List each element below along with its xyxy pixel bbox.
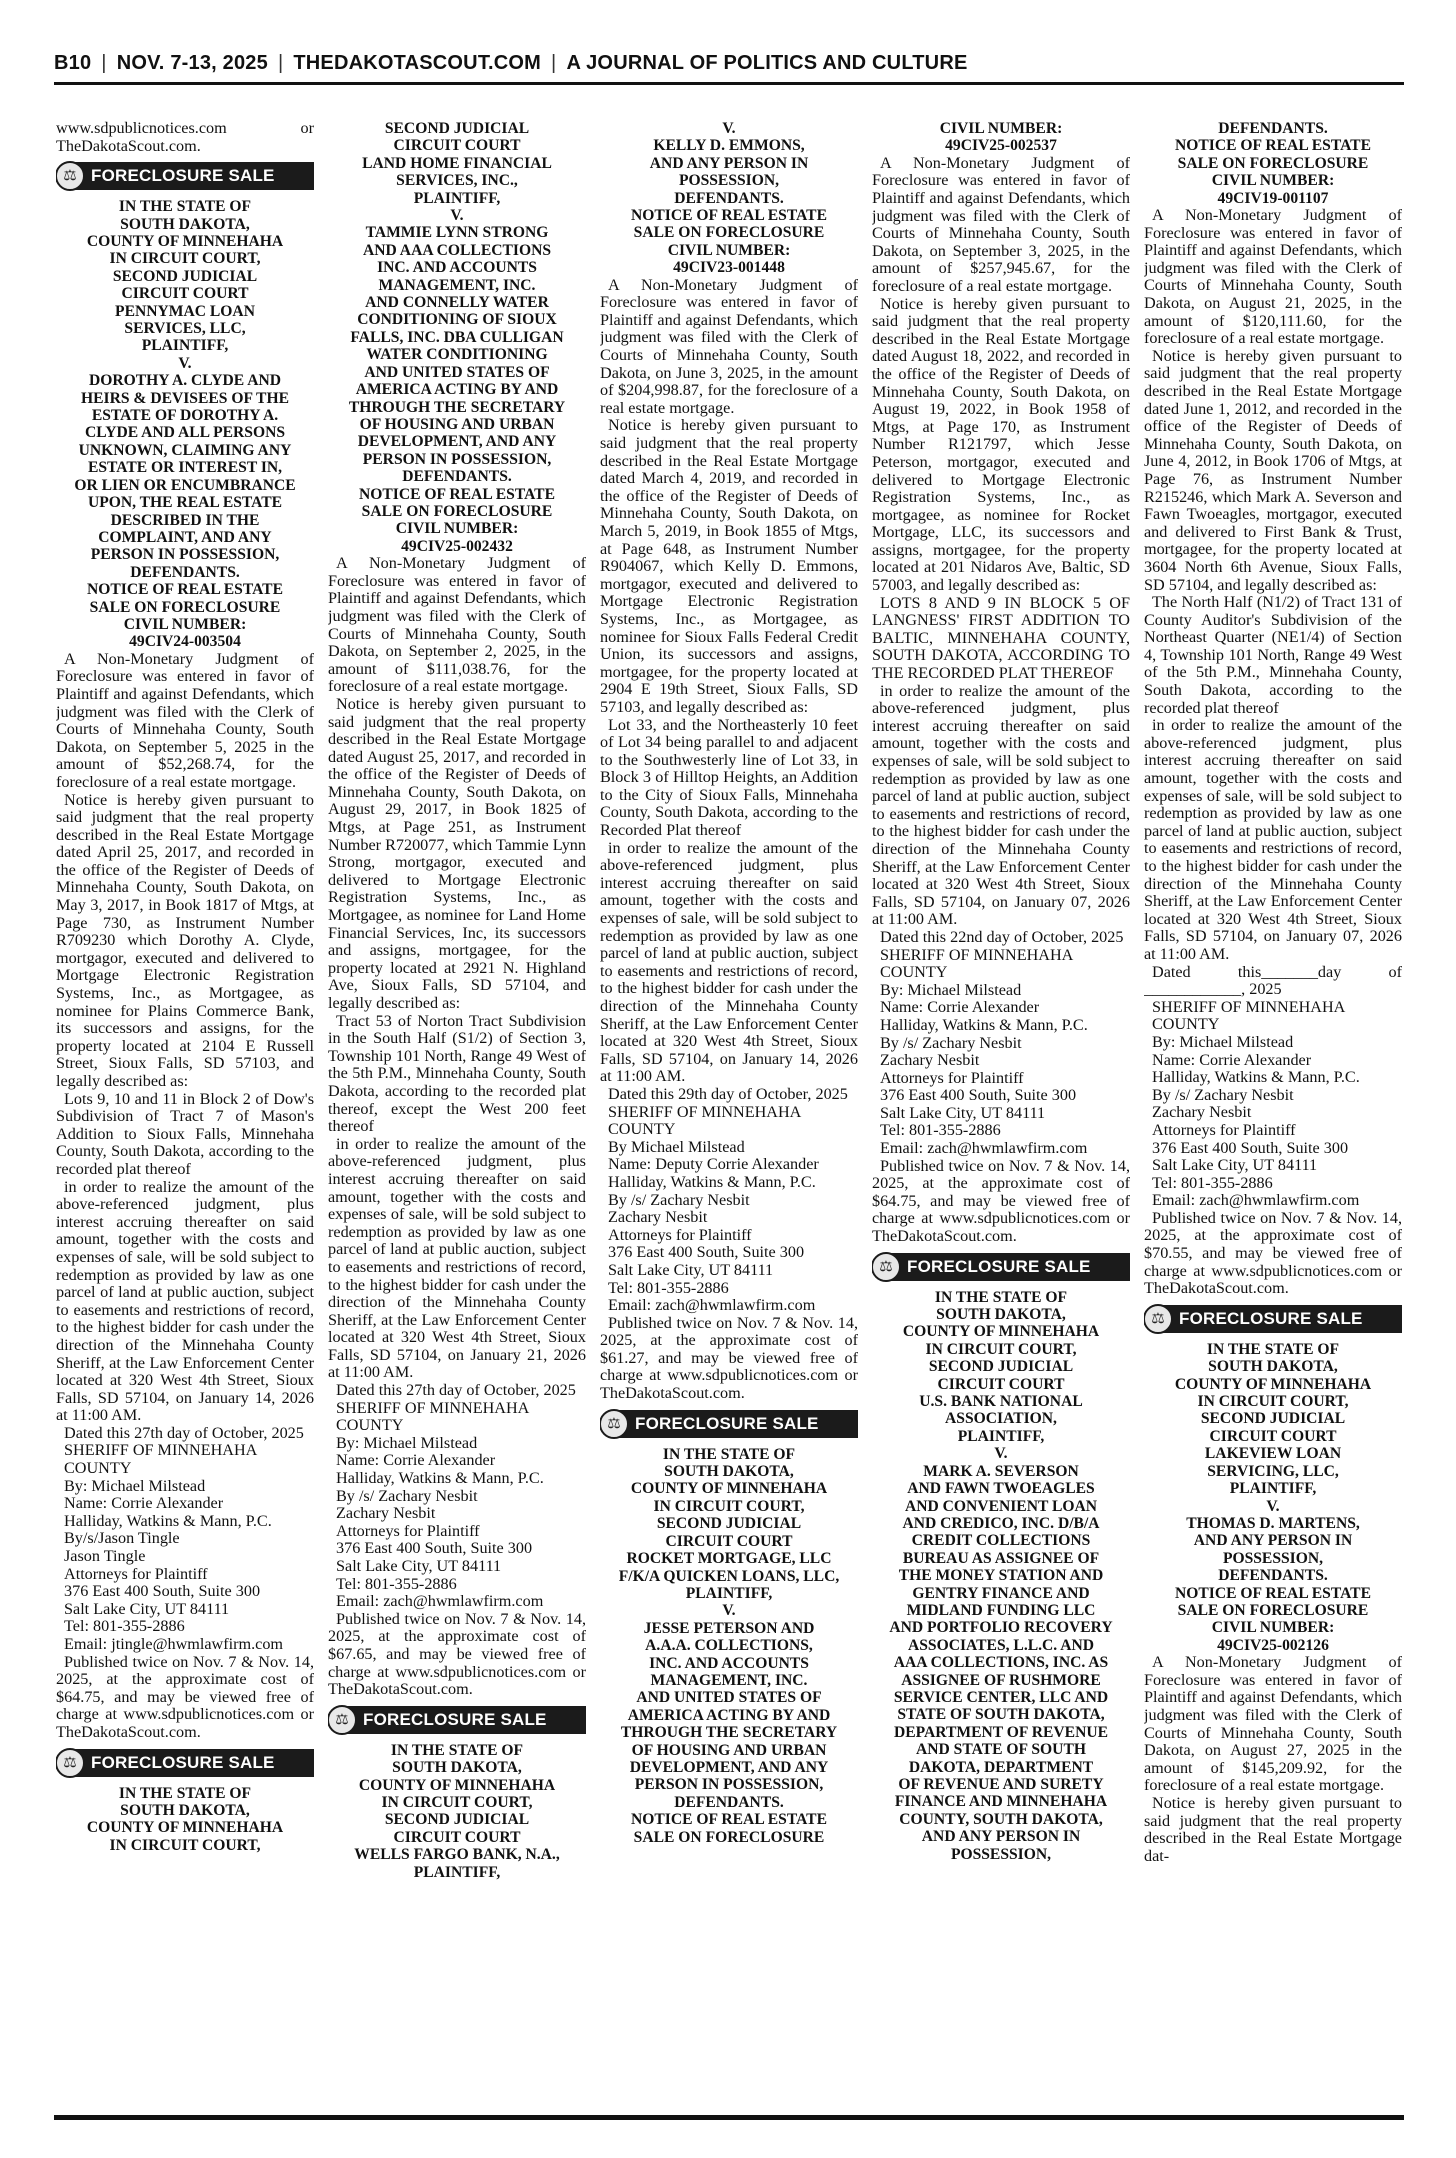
signature-line: Email: zach@hwmlawfirm.com	[336, 1592, 544, 1611]
caption-line: CIRCUIT COURT	[665, 1532, 793, 1550]
body-paragraph: in order to realize the amount of the above-referenced judgment, plus interest accruing thereafter on said amount, together with the costs and expenses of sale, will be sold subject to redemption as provided by law as one parcel of land at public auction, subject to easements and restrictions of record, to the highest bidder for cash under the direction of the Minnehaha County Sheriff, at the Law Enforcement Center located at 320 West 4th Street, Sioux Falls, SD 57104, on January 07, 2026 at 11:00 AM.	[872, 681, 1130, 929]
signature-line: Attorneys for Plaintiff	[336, 1521, 480, 1540]
notice-caption	[328, 120, 586, 555]
caption-line: OF HOUSING AND URBAN	[359, 415, 555, 433]
caption-line: NOTICE OF REAL ESTATE	[1175, 137, 1371, 155]
signature-line: Tel: 801-355-2886	[64, 1617, 185, 1636]
signature-line: By/s/Jason Tingle	[64, 1529, 180, 1548]
caption-line: FINANCE AND MINNEHAHA	[894, 1793, 1108, 1811]
column-2	[328, 120, 586, 2110]
caption-line: DEFENDANTS.	[674, 189, 784, 207]
body-paragraph: A Non-Monetary Judgment of Foreclosure was entered in favor of Plaintiff and against Defendants, which judgment was filed with the Clerk of Courts of Minnehaha County, South Dakota, on August 27, 2025 in the amount of $145,209.92, for the foreclosure of a real estate mortgage.	[1144, 1653, 1402, 1795]
publication-note: Published twice on Nov. 7 & Nov. 14, 2025, at the approximate cost of $64.75, and may be viewed free of charge at www.sdpublicnotices.com or TheDakotaScout.com.	[872, 1156, 1130, 1246]
body-paragraph: Tract 53 of Norton Tract Subdivision in the South Half (S1/2) of Section 3, Township 101 North, Range 49 West of the 5th P.M., Minnehaha County, South Dakota, according to the recorded plat thereof, except the West 200 feet thereof	[328, 1011, 586, 1136]
caption-line: DEFENDANTS.	[130, 563, 240, 581]
caption-line: COUNTY OF MINNEHAHA	[1174, 1375, 1372, 1393]
caption-line: SOUTH DAKOTA,	[1208, 1358, 1338, 1376]
caption-line: ROCKET MORTGAGE, LLC	[626, 1550, 832, 1568]
signature-line: Tel: 801-355-2886	[1152, 1173, 1273, 1192]
notice-signature	[56, 1442, 314, 1653]
signature-line: Halliday, Watkins & Mann, P.C.	[880, 1015, 1088, 1034]
signature-line: Name: Deputy Corrie Alexander	[608, 1155, 819, 1174]
publication-note: Published twice on Nov. 7 & Nov. 14, 2025, at the approximate cost of $70.55, and may be viewed free of charge at www.sdpublicnotices.com or TheDakotaScout.com.	[1144, 1208, 1402, 1298]
caption-line: V.	[450, 207, 464, 225]
body-paragraph: Notice is hereby given pursuant to said judgment that the real property described in the Real Estate Mortgage dated August 25, 2017, and recorded in the office of the Register of Deeds of Minnehaha County, South Dakota, on August 29, 2017, in Book 1825 of Mtgs, at Page 251, as Instrument Number R720077, which Tammie Lynn Strong, mortgagor, executed and delivered to Mortgage Electronic Registration Systems, Inc., as Mortgagee, as nominee for Land Home Financial Services, Inc, its successors and assigns, mortgagee, for the property located at 2921 N. Highland Ave, Sioux Falls, SD 57104, and legally described as:	[328, 694, 586, 1012]
caption-line: COUNTY, SOUTH DAKOTA,	[899, 1810, 1103, 1828]
caption-line: POSSESSION,	[950, 1845, 1052, 1863]
signature-line: Name: Corrie Alexander	[1152, 1050, 1312, 1069]
body-paragraph: Dated this 27th day of October, 2025	[336, 1381, 576, 1400]
signature-line: SHERIFF OF MINNEHAHA COUNTY	[1152, 997, 1345, 1034]
caption-line: SOUTH DAKOTA,	[664, 1463, 794, 1481]
caption-line: ESTATE OR INTEREST IN,	[87, 459, 283, 477]
caption-line: CIRCUIT COURT	[393, 137, 521, 155]
signature-line: 376 East 400 South, Suite 300	[1152, 1138, 1349, 1157]
caption-line: A.A.A. COLLECTIONS,	[645, 1637, 813, 1655]
caption-line: THROUGH THE SECRETARY	[348, 398, 566, 416]
signature-line: SHERIFF OF MINNEHAHA COUNTY	[64, 1441, 257, 1478]
caption-line: BUREAU AS ASSIGNEE OF	[902, 1549, 1100, 1567]
signature-line: By /s/ Zachary Nesbit	[1152, 1085, 1294, 1104]
caption-line: CONDITIONING OF SIOUX	[357, 311, 557, 329]
notice-signature	[600, 1104, 858, 1315]
caption-line: WATER CONDITIONING	[366, 346, 548, 364]
notice-body	[1144, 1654, 1402, 1865]
caption-line: AAA COLLECTIONS, INC. AS	[893, 1654, 1109, 1672]
signature-line: Attorneys for Plaintiff	[64, 1564, 208, 1583]
body-paragraph: LOTS 8 AND 9 IN BLOCK 5 OF LANGNESS' FIRST ADDITION TO BALTIC, MINNEHAHA COUNTY, SOUTH DAKOTA, ACCORDING TO THE RECORDED PLAT THEREOF	[872, 593, 1130, 683]
caption-line: CIVIL NUMBER:	[395, 520, 519, 538]
foreclosure-sale-badge	[872, 1253, 1130, 1281]
body-paragraph: A Non-Monetary Judgment of Foreclosure was entered in favor of Plaintiff and against Defendants, which judgment was filed with the Clerk of Courts of Minnehaha County, South Dakota, on June 3, 2025, in the amount of $204,998.87, for the foreclosure of a real estate mortgage.	[600, 275, 858, 417]
caption-line: SERVICE CENTER, LLC AND	[893, 1688, 1109, 1706]
body-paragraph: Notice is hereby given pursuant to said judgment that the real property described in the Real Estate Mortgage dat-	[1144, 1793, 1402, 1865]
signature-line: Attorneys for Plaintiff	[608, 1225, 752, 1244]
signature-line: By /s/ Zachary Nesbit	[336, 1486, 478, 1505]
caption-line: WELLS FARGO BANK, N.A.,	[354, 1846, 560, 1864]
caption-line: DEFENDANTS.	[1218, 120, 1328, 137]
signature-line: By: Michael Milstead	[1152, 1032, 1294, 1051]
caption-line: UNKNOWN, CLAIMING ANY	[78, 441, 292, 459]
caption-line: V.	[178, 354, 192, 372]
masthead	[54, 46, 1406, 80]
signature-line: Salt Lake City, UT 84111	[64, 1599, 230, 1618]
body-paragraph: Notice is hereby given pursuant to said judgment that the real property described in the Real Estate Mortgage dated August 18, 2022, and recorded in the office of the Register of Deeds of Minnehaha County, South Dakota, on August 19, 2022, in Book 1958 of Mtgs, at Page 170, as Instrument Number R121797, which Jesse Peterson, mortgagor, executed and delivered to Mortgage Electronic Registration Systems, Inc., as mortgagee, as nominee for Rocket Mortgage, LLC, its successors and assigns, mortgagee, for the property located at 201 Nidaros Ave, Baltic, SD 57003, and legally described as:	[872, 294, 1130, 595]
caption-line: PLAINTIFF,	[1229, 1480, 1317, 1498]
badge-label: FORECLOSURE SALE	[363, 1709, 547, 1729]
body-paragraph: in order to realize the amount of the above-referenced judgment, plus interest accruing thereafter on said amount, together with the costs and expenses of sale, will be sold subject to redemption as provided by law as one parcel of land at public auction, subject to easements and restrictions of record, to the highest bidder for cash under the direction of the Minnehaha County Sheriff, at the Law Enforcement Center located at 320 West 4th Street, Sioux Falls, SD 57104, on January 14, 2026 at 11:00 AM.	[600, 838, 858, 1086]
body-paragraph: Notice is hereby given pursuant to said judgment that the real property described in the Real Estate Mortgage dated June 1, 2012, and recorded in the office of the Register of Deeds of Minnehaha County, South Dakota, on June 4, 2012, in Book 1706 of Mtgs, at Page 76, as Instrument Number R215246, which Mark A. Severson and Fawn Twoeagles, mortgagor, executed and delivered to First Bank & Trust, mortgagee, for the property located at 3604 North 6th Avenue, Sioux Falls, SD 57104, and legally described as:	[1144, 346, 1402, 594]
badge-label: FORECLOSURE SALE	[635, 1413, 819, 1433]
signature-line: Tel: 801-355-2886	[608, 1278, 729, 1297]
body-paragraph: The North Half (N1/2) of Tract 131 of County Auditor's Subdivision of the Northeast Quarter (NE1/4) of Section 4, Township 101 North, Range 49 West of the 5th P.M., Minnehaha County, South Dakota, according to the recorded plat thereof	[1144, 593, 1402, 717]
caption-line: AND STATE OF SOUTH	[916, 1741, 1086, 1759]
caption-line: SALE ON FORECLOSURE	[633, 224, 825, 242]
caption-line: F/K/A QUICKEN LOANS, LLC,	[618, 1567, 840, 1585]
caption-line: NOTICE OF REAL ESTATE	[631, 1811, 827, 1829]
caption-line: IN CIRCUIT COURT,	[381, 1793, 533, 1811]
notice-caption	[56, 1785, 314, 1855]
caption-line: NOTICE OF REAL ESTATE	[1175, 1584, 1371, 1602]
gavel-icon: ⚖	[56, 1748, 85, 1778]
caption-line: INC. AND ACCOUNTS	[377, 259, 537, 277]
publication-note: Published twice on Nov. 7 & Nov. 14, 2025, at the approximate cost of $64.75, and may be viewed free of charge at www.sdpublicnotices.com or TheDakotaScout.com.	[56, 1652, 314, 1741]
signature-line: 376 East 400 South, Suite 300	[64, 1582, 261, 1601]
signature-line: By: Michael Milstead	[880, 980, 1022, 999]
caption-line: PERSON IN POSSESSION,	[634, 1776, 824, 1794]
body-paragraph: Notice is hereby given pursuant to said judgment that the real property described in the Real Estate Mortgage dated March 4, 2019, and recorded in the office of the Register of Deeds of Minnehaha County, South Dakota, on March 5, 2019, in Book 1855 of Mtgs, at Page 648, as Instrument Number R904067, which Kelly D. Emmons, mortgagor, executed and delivered to Mortgage Electronic Registration Systems, Inc., as Mortgagee, as nominee for Sioux Falls Federal Credit Union, its successors and assigns, mortgagee, for the property located at 2904 E 19th Street, Sioux Falls, SD 57103, and legally described as:	[600, 416, 858, 716]
notice-caption	[328, 1742, 586, 1881]
caption-line: COMPLAINT, AND ANY	[98, 528, 272, 546]
signature-line: 376 East 400 South, Suite 300	[336, 1539, 533, 1558]
signature-line: Zachary Nesbit	[1152, 1103, 1252, 1122]
caption-line: SECOND JUDICIAL	[1200, 1410, 1346, 1428]
caption-line: CIVIL NUMBER:	[939, 120, 1063, 137]
signature-line: Email: zach@hwmlawfirm.com	[1152, 1191, 1360, 1210]
caption-line: OF HOUSING AND URBAN	[631, 1741, 827, 1759]
caption-line: DAKOTA, DEPARTMENT	[908, 1758, 1094, 1776]
body-paragraph: A Non-Monetary Judgment of Foreclosure was entered in favor of Plaintiff and against Defendants, which judgment was filed with the Clerk of Courts of Minnehaha County, South Dakota, on August 21, 2025, in the amount of $120,111.60, for the foreclosure of a real estate mortgage.	[1144, 206, 1402, 348]
header-rule	[54, 82, 1404, 85]
signature-line: By /s/ Zachary Nesbit	[880, 1033, 1022, 1052]
caption-line: CIRCUIT COURT	[121, 285, 249, 303]
signature-line: Email: zach@hwmlawfirm.com	[880, 1139, 1088, 1158]
caption-line: COUNTY OF MINNEHAHA	[86, 1819, 284, 1837]
caption-line: THROUGH THE SECRETARY	[620, 1724, 838, 1742]
caption-line: IN CIRCUIT COURT,	[109, 1836, 261, 1854]
section-number: B10	[54, 51, 92, 74]
caption-line: AND UNITED STATES OF	[364, 363, 550, 381]
gavel-icon: ⚖	[872, 1252, 901, 1282]
caption-line: JESSE PETERSON AND	[643, 1619, 815, 1637]
signature-line: Attorneys for Plaintiff	[880, 1068, 1024, 1087]
caption-line: STATE OF SOUTH DAKOTA,	[897, 1706, 1105, 1724]
notice-signature	[872, 947, 1130, 1158]
body-paragraph: Lot 33, and the Northeasterly 10 feet of Lot 34 being parallel to and adjacent to the Southwesterly line of Lot 33, in Block 3 of Hilltop Heights, an Addition to the City of Sioux Falls, Minnehaha County, South Dakota, according to the Recorded Plat thereof	[600, 715, 858, 840]
signature-line: Salt Lake City, UT 84111	[608, 1260, 774, 1279]
caption-line: SERVICING, LLC,	[1207, 1462, 1339, 1480]
caption-line: LAND HOME FINANCIAL	[362, 154, 552, 172]
caption-line: PERSON IN POSSESSION,	[90, 546, 280, 564]
caption-line: COUNTY OF MINNEHAHA	[358, 1776, 556, 1794]
signature-line: Email: jtingle@hwmlawfirm.com	[64, 1635, 284, 1653]
column-3	[600, 120, 858, 2110]
caption-line: COUNTY OF MINNEHAHA	[630, 1480, 828, 1498]
caption-line: IN THE STATE OF	[934, 1288, 1068, 1306]
notice-caption	[872, 120, 1130, 155]
caption-line: IN THE STATE OF	[118, 1784, 252, 1802]
caption-line: DOROTHY A. CLYDE AND	[88, 372, 282, 390]
caption-line: SOUTH DAKOTA,	[936, 1306, 1066, 1324]
notice-caption	[1144, 1341, 1402, 1654]
caption-line: MIDLAND FUNDING LLC	[906, 1601, 1096, 1619]
signature-line: Halliday, Watkins & Mann, P.C.	[336, 1469, 544, 1488]
notice-caption	[600, 1446, 858, 1846]
signature-line: SHERIFF OF MINNEHAHA COUNTY	[880, 945, 1073, 982]
caption-line: CIVIL NUMBER:	[667, 241, 791, 259]
notice-body	[328, 555, 586, 1400]
caption-line: AND CONVENIENT LOAN	[904, 1497, 1098, 1515]
caption-line: 49CIV23-001448	[673, 259, 785, 277]
signature-line: Attorneys for Plaintiff	[1152, 1120, 1296, 1139]
notice-signature	[1144, 999, 1402, 1210]
foreclosure-sale-badge	[56, 1749, 314, 1777]
body-paragraph: in order to realize the amount of the above-referenced judgment, plus interest accruing thereafter on said amount, together with the costs and expenses of sale, will be sold subject to redemption as provided by law as one parcel of land at public auction, subject to easements and restrictions of record, to the highest bidder for cash under the direction of the Minnehaha County Sheriff, at the Law Enforcement Center located at 320 West 4th Street, Sioux Falls, SD 57104, on January 21, 2026 at 11:00 AM.	[328, 1134, 586, 1382]
signature-line: Salt Lake City, UT 84111	[1152, 1156, 1318, 1175]
caption-line: THOMAS D. MARTENS,	[1186, 1514, 1360, 1532]
caption-line: IN CIRCUIT COURT,	[925, 1340, 1077, 1358]
column-5	[1144, 120, 1402, 2110]
caption-line: 49CIV25-002432	[401, 537, 513, 555]
caption-line: COUNTY OF MINNEHAHA	[902, 1323, 1100, 1341]
issue-date: NOV. 7-13, 2025	[116, 51, 268, 74]
caption-line: SALE ON FORECLOSURE	[89, 598, 281, 616]
caption-line: IN THE STATE OF	[390, 1741, 524, 1759]
signature-line: By /s/ Zachary Nesbit	[608, 1190, 750, 1209]
caption-line: PENNYMAC LOAN	[115, 302, 255, 320]
caption-line: THE MONEY STATION AND	[898, 1567, 1104, 1585]
caption-line: V.	[722, 1602, 736, 1620]
body-paragraph: A Non-Monetary Judgment of Foreclosure was entered in favor of Plaintiff and against Defendants, which judgment was filed with the Clerk of Courts of Minnehaha County, South Dakota, on September 3, 2025, in the amount of $257,945.67, for the foreclosure of a real estate mortgage.	[872, 153, 1130, 295]
caption-line: 49CIV24-003504	[129, 633, 241, 651]
signature-line: SHERIFF OF MINNEHAHA COUNTY	[608, 1102, 801, 1139]
body-paragraph: Dated this 29th day of October, 2025	[608, 1084, 848, 1103]
caption-line: PLAINTIFF,	[413, 189, 501, 207]
caption-line: IN THE STATE OF	[1206, 1340, 1340, 1358]
badge-label: FORECLOSURE SALE	[907, 1256, 1091, 1276]
caption-line: NOTICE OF REAL ESTATE	[631, 207, 827, 225]
caption-line: CIVIL NUMBER:	[123, 615, 247, 633]
notice-body	[56, 651, 314, 1443]
caption-line: DEFENDANTS.	[402, 468, 512, 486]
caption-line: SERVICES, LLC,	[124, 320, 246, 338]
caption-line: POSSESSION,	[1222, 1549, 1324, 1567]
caption-line: PERSON IN POSSESSION,	[362, 450, 552, 468]
signature-line: Salt Lake City, UT 84111	[880, 1103, 1046, 1122]
signature-line: 376 East 400 South, Suite 300	[608, 1243, 805, 1262]
caption-line: PLAINTIFF,	[413, 1863, 501, 1881]
signature-line: Halliday, Watkins & Mann, P.C.	[608, 1172, 816, 1191]
caption-line: AMERICA ACTING BY AND	[627, 1706, 831, 1724]
badge-label: FORECLOSURE SALE	[91, 1752, 275, 1772]
body-paragraph: A Non-Monetary Judgment of Foreclosure was entered in favor of Plaintiff and against Defendants, which judgment was filed with the Clerk of Courts of Minnehaha County, South Dakota, on September 5, 2025 in the amount of $52,268.74, for the foreclosure of a real estate mortgage.	[56, 649, 314, 791]
signature-line: Zachary Nesbit	[336, 1504, 436, 1523]
caption-line: DEVELOPMENT, AND ANY	[629, 1758, 829, 1776]
caption-line: AND PORTFOLIO RECOVERY	[889, 1619, 1113, 1637]
signature-line: Halliday, Watkins & Mann, P.C.	[1152, 1068, 1360, 1087]
caption-line: SECOND JUDICIAL	[384, 120, 530, 137]
caption-line: POSSESSION,	[678, 172, 780, 190]
notice-caption	[1144, 120, 1402, 207]
caption-line: AMERICA ACTING BY AND	[355, 381, 559, 399]
signature-line: Halliday, Watkins & Mann, P.C.	[64, 1511, 272, 1530]
caption-line: SALE ON FORECLOSURE	[633, 1828, 825, 1846]
caption-line: AND ANY PERSON IN	[649, 154, 809, 172]
caption-line: SOUTH DAKOTA,	[120, 215, 250, 233]
caption-line: FALLS, INC. DBA CULLIGAN	[350, 328, 564, 346]
signature-line: Tel: 801-355-2886	[880, 1121, 1001, 1140]
notice-body	[600, 277, 858, 1104]
caption-line: AND ANY PERSON IN	[921, 1828, 1081, 1846]
notice-caption	[56, 198, 314, 651]
caption-line: IN CIRCUIT COURT,	[653, 1497, 805, 1515]
caption-line: ESTATE OF DOROTHY A.	[91, 407, 279, 425]
caption-line: NOTICE OF REAL ESTATE	[87, 581, 283, 599]
lead-text: www.sdpublicnotices.com or TheDakotaScout.com.	[56, 120, 314, 155]
notice-body	[1144, 207, 1402, 999]
caption-line: 49CIV25-002126	[1217, 1636, 1329, 1654]
caption-line: TAMMIE LYNN STRONG	[365, 224, 549, 242]
gavel-icon: ⚖	[600, 1409, 629, 1439]
caption-line: DEFENDANTS.	[1218, 1567, 1328, 1585]
signature-line: Name: Corrie Alexander	[880, 998, 1040, 1017]
caption-line: U.S. BANK NATIONAL	[919, 1393, 1083, 1411]
masthead-separator: |	[101, 51, 107, 74]
foreclosure-sale-badge	[600, 1410, 858, 1438]
caption-line: AND AAA COLLECTIONS	[362, 241, 552, 259]
caption-line: V.	[722, 120, 736, 137]
caption-line: AND CONNELLY WATER	[365, 294, 549, 312]
caption-line: PLAINTIFF,	[141, 337, 229, 355]
caption-line: AND ANY PERSON IN	[1193, 1532, 1353, 1550]
caption-line: IN THE STATE OF	[662, 1445, 796, 1463]
notice-body	[872, 155, 1130, 947]
caption-line: AND UNITED STATES OF	[636, 1689, 822, 1707]
gavel-icon: ⚖	[328, 1705, 357, 1735]
signature-line: By: Michael Milstead	[64, 1476, 206, 1495]
caption-line: MANAGEMENT, INC.	[650, 1671, 808, 1689]
caption-line: V.	[994, 1445, 1008, 1463]
caption-line: MANAGEMENT, INC.	[378, 276, 536, 294]
signature-line: Salt Lake City, UT 84111	[336, 1557, 502, 1575]
caption-line: SECOND JUDICIAL	[384, 1811, 530, 1829]
signature-line: By: Michael Milstead	[336, 1433, 478, 1452]
caption-line: 49CIV25-002537	[945, 137, 1057, 155]
gavel-icon: ⚖	[1144, 1304, 1173, 1334]
signature-line: Zachary Nesbit	[880, 1051, 980, 1070]
signature-line: Zachary Nesbit	[608, 1208, 708, 1227]
caption-line: GENTRY FINANCE AND	[912, 1584, 1090, 1602]
caption-line: SALE ON FORECLOSURE	[1177, 1601, 1369, 1619]
caption-line: CIRCUIT COURT	[1209, 1427, 1337, 1445]
body-paragraph: Dated this_______day of ____________, 2025	[1144, 962, 1402, 999]
masthead-separator: |	[277, 51, 284, 74]
masthead-separator: |	[551, 51, 557, 74]
body-paragraph: Dated this 27th day of October, 2025	[64, 1423, 304, 1442]
site-name[interactable]: THEDAKOTASCOUT.COM	[293, 51, 542, 74]
signature-line: SHERIFF OF MINNEHAHA COUNTY	[336, 1398, 529, 1435]
caption-line: ASSOCIATES, L.L.C. AND	[907, 1636, 1095, 1654]
caption-line: DEFENDANTS.	[674, 1793, 784, 1811]
caption-line: SOUTH DAKOTA,	[120, 1801, 250, 1819]
notice-caption	[872, 1289, 1130, 1863]
gavel-icon: ⚖	[56, 161, 85, 191]
caption-line: PLAINTIFF,	[685, 1584, 773, 1602]
signature-line: Jason Tingle	[64, 1547, 146, 1566]
caption-line: INC. AND ACCOUNTS	[649, 1654, 809, 1672]
caption-line: DESCRIBED IN THE	[110, 511, 260, 529]
caption-line: DEVELOPMENT, AND ANY	[357, 433, 557, 451]
caption-line: IN CIRCUIT COURT,	[1197, 1393, 1349, 1411]
body-paragraph: Notice is hereby given pursuant to said judgment that the real property described in the Real Estate Mortgage dated April 25, 2017, and recorded in the office of the Register of Deeds of Minnehaha County, South Dakota, on May 3, 2017, in Book 1817 of Mtgs, at Page 730, as Instrument Number R709230 which Dorothy A. Clyde, mortgagor, executed and delivered to Mortgage Electronic Registration Systems, Inc., as Mortgagee, as nominee for Plains Commerce Bank, its successors and assigns, for the property located at 2104 E Russell Street, Sioux Falls, SD 57103, and legally described as:	[56, 790, 314, 1090]
caption-line: CLYDE AND ALL PERSONS	[84, 424, 286, 442]
caption-line: OF REVENUE AND SURETY	[898, 1776, 1104, 1793]
column-4	[872, 120, 1130, 2110]
caption-line: ASSOCIATION,	[945, 1410, 1057, 1428]
caption-line: CIVIL NUMBER:	[1211, 172, 1335, 190]
tagline: A JOURNAL OF POLITICS AND CULTURE	[566, 51, 968, 74]
caption-line: NOTICE OF REAL ESTATE	[359, 485, 555, 503]
column-1	[56, 120, 314, 2110]
notice-caption	[600, 120, 858, 277]
caption-line: SALE ON FORECLOSURE	[361, 502, 553, 520]
caption-line: CIRCUIT COURT	[393, 1828, 521, 1846]
caption-line: SERVICES, INC.,	[396, 172, 518, 190]
caption-line: 49CIV19-001107	[1217, 189, 1329, 207]
caption-line: DEPARTMENT OF REVENUE	[893, 1723, 1109, 1741]
notice-columns	[56, 120, 1402, 2110]
caption-line: ASSIGNEE OF RUSHMORE	[901, 1671, 1101, 1689]
notice-signature	[328, 1400, 586, 1611]
signature-line: Tel: 801-355-2886	[336, 1574, 457, 1593]
foreclosure-sale-badge	[1144, 1305, 1402, 1333]
signature-line: 376 East 400 South, Suite 300	[880, 1086, 1077, 1105]
publication-note: Published twice on Nov. 7 & Nov. 14, 2025, at the approximate cost of $67.65, and may be viewed free of charge at www.sdpublicnotices.com or TheDakotaScout.com.	[328, 1609, 586, 1699]
body-paragraph: Dated this 22nd day of October, 2025	[880, 927, 1124, 946]
caption-line: OR LIEN OR ENCUMBRANCE	[74, 476, 296, 494]
body-paragraph: in order to realize the amount of the above-referenced judgment, plus interest accruing thereafter on said amount, together with the costs and expenses of sale, will be sold subject to redemption as provided by law as one parcel of land at public auction, subject to easements and restrictions of record, to the highest bidder for cash under the direction of the Minnehaha County Sheriff, at the Law Enforcement Center located at 320 West 4th Street, Sioux Falls, SD 57104, on January 07, 2026 at 11:00 AM.	[1144, 716, 1402, 963]
body-paragraph: Lots 9, 10 and 11 in Block 2 of Dow's Subdivision of Tract 7 of Mason's Addition to Sioux Falls, Minnehaha County, South Dakota, according to the recorded plat thereof	[56, 1089, 314, 1178]
caption-line: UPON, THE REAL ESTATE	[87, 494, 283, 512]
signature-line: By Michael Milstead	[608, 1137, 745, 1156]
caption-line: CIRCUIT COURT	[937, 1375, 1065, 1393]
caption-line: IN THE STATE OF	[118, 198, 252, 216]
caption-line: IN CIRCUIT COURT,	[109, 250, 261, 268]
foreclosure-sale-badge	[328, 1706, 586, 1734]
caption-line: CIVIL NUMBER:	[1211, 1619, 1335, 1637]
caption-line: V.	[1266, 1497, 1280, 1515]
signature-line: Email: zach@hwmlawfirm.com	[608, 1296, 816, 1315]
caption-line: SOUTH DAKOTA,	[392, 1759, 522, 1777]
caption-line: AND FAWN TWOEAGLES	[907, 1480, 1095, 1498]
publication-note: Published twice on Nov. 7 & Nov. 14, 2025, at the approximate cost of $61.27, and may be viewed free of charge at www.sdpublicnotices.com or TheDakotaScout.com.	[600, 1313, 858, 1403]
caption-line: AND CREDICO, INC. D/B/A	[902, 1514, 1100, 1532]
caption-line: SECOND JUDICIAL	[112, 267, 258, 285]
caption-line: KELLY D. EMMONS,	[653, 137, 805, 155]
badge-label: FORECLOSURE SALE	[1179, 1309, 1363, 1329]
caption-line: HEIRS & DEVISEES OF THE	[81, 389, 289, 407]
caption-line: PLAINTIFF,	[957, 1427, 1045, 1445]
foreclosure-sale-badge	[56, 162, 314, 190]
caption-line: MARK A. SEVERSON	[923, 1462, 1079, 1480]
caption-line: CREDIT COLLECTIONS	[911, 1532, 1091, 1550]
caption-line: SECOND JUDICIAL	[928, 1358, 1074, 1376]
body-paragraph: A Non-Monetary Judgment of Foreclosure was entered in favor of Plaintiff and against Defendants, which judgment was filed with the Clerk of Courts of Minnehaha County, South Dakota, on September 2, 2025, in the amount of $111,038.76, for the foreclosure of a real estate mortgage.	[328, 554, 586, 696]
caption-line: SALE ON FORECLOSURE	[1177, 154, 1369, 172]
caption-line: COUNTY OF MINNEHAHA	[86, 233, 284, 250]
badge-label: FORECLOSURE SALE	[91, 166, 275, 186]
caption-line: LAKEVIEW LOAN	[1204, 1445, 1342, 1463]
caption-line: SECOND JUDICIAL	[656, 1515, 802, 1533]
body-paragraph: in order to realize the amount of the above-referenced judgment, plus interest accruing thereafter on said amount, together with the costs and expenses of sale, will be sold subject to redemption as provided by law as one parcel of land at public auction, subject to easements and restrictions of record, to the highest bidder for cash under the direction of the Minnehaha County Sheriff, at the Law Enforcement Center located at 320 West 4th Street, Sioux Falls, SD 57104, on January 14, 2026 at 11:00 AM.	[56, 1177, 314, 1425]
signature-line: Name: Corrie Alexander	[336, 1451, 496, 1470]
footer-rule	[54, 2115, 1404, 2120]
signature-line: Name: Corrie Alexander	[64, 1494, 224, 1513]
